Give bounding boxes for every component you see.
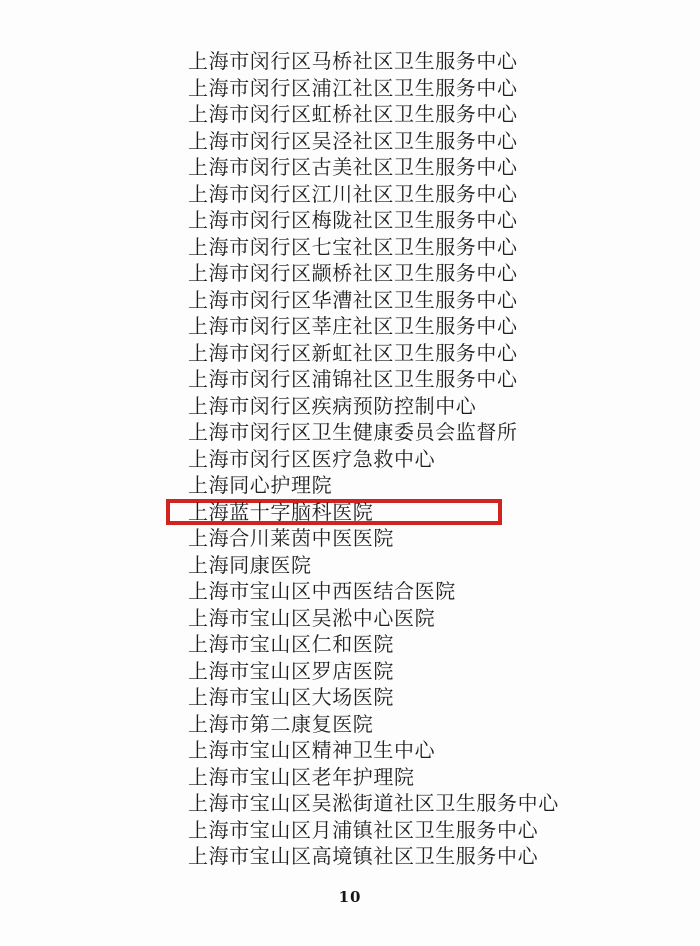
list-item: 上海市闵行区梅陇社区卫生服务中心 xyxy=(188,210,518,232)
list-item: 上海市闵行区医疗急救中心 xyxy=(188,448,436,471)
list-item: 上海市闵行区浦锦社区卫生服务中心 xyxy=(188,369,518,391)
list-item-label: 上海蓝十字脑科医院 xyxy=(188,501,374,524)
list-item: 上海市闵行区马桥社区卫生服务中心 xyxy=(188,51,518,73)
list-item: 上海市闵行区颛桥社区卫生服务中心 xyxy=(188,263,518,285)
list-item: 上海市宝山区中西医结合医院 xyxy=(188,581,456,603)
list-item: 上海市宝山区月浦镇社区卫生服务中心 xyxy=(188,819,539,842)
list-item: 上海市宝山区高境镇社区卫生服务中心 xyxy=(188,846,539,868)
list-item: 上海市闵行区虹桥社区卫生服务中心 xyxy=(188,104,518,126)
list-item: 上海市闵行区疾病预防控制中心 xyxy=(188,395,477,418)
list-item: 上海市宝山区罗店医院 xyxy=(188,660,394,683)
list-item: 上海市宝山区大场医院 xyxy=(188,687,394,709)
list-item: 上海市宝山区老年护理院 xyxy=(188,766,415,789)
list-item: 上海同康医院 xyxy=(188,554,312,577)
page-number: 10 xyxy=(338,888,362,906)
institution-list xyxy=(188,49,559,871)
list-item: 上海市闵行区浦江社区卫生服务中心 xyxy=(188,77,518,100)
list-item: 上海市宝山区精神卫生中心 xyxy=(188,740,436,762)
list-item: 上海市闵行区古美社区卫生服务中心 xyxy=(188,157,518,179)
list-item: 上海市第二康复医院 xyxy=(188,713,374,736)
list-item: 上海同心护理院 xyxy=(188,475,333,497)
list-item: 上海市闵行区吴泾社区卫生服务中心 xyxy=(188,130,518,153)
list-item: 上海市闵行区莘庄社区卫生服务中心 xyxy=(188,316,518,338)
list-item: 上海市宝山区吴淞中心医院 xyxy=(188,607,436,630)
list-item: 上海市闵行区七宝社区卫生服务中心 xyxy=(188,236,518,259)
list-item: 上海市闵行区江川社区卫生服务中心 xyxy=(188,183,518,206)
list-item: 上海市闵行区华漕社区卫生服务中心 xyxy=(188,289,518,312)
list-item-highlighted xyxy=(188,500,559,527)
list-item: 上海市宝山区吴淞街道社区卫生服务中心 xyxy=(188,793,559,815)
list-item: 上海合川莱茵中医医院 xyxy=(188,528,394,550)
list-item: 上海市闵行区卫生健康委员会监督所 xyxy=(188,422,518,444)
list-item: 上海市宝山区仁和医院 xyxy=(188,634,394,656)
list-item: 上海市闵行区新虹社区卫生服务中心 xyxy=(188,342,518,365)
